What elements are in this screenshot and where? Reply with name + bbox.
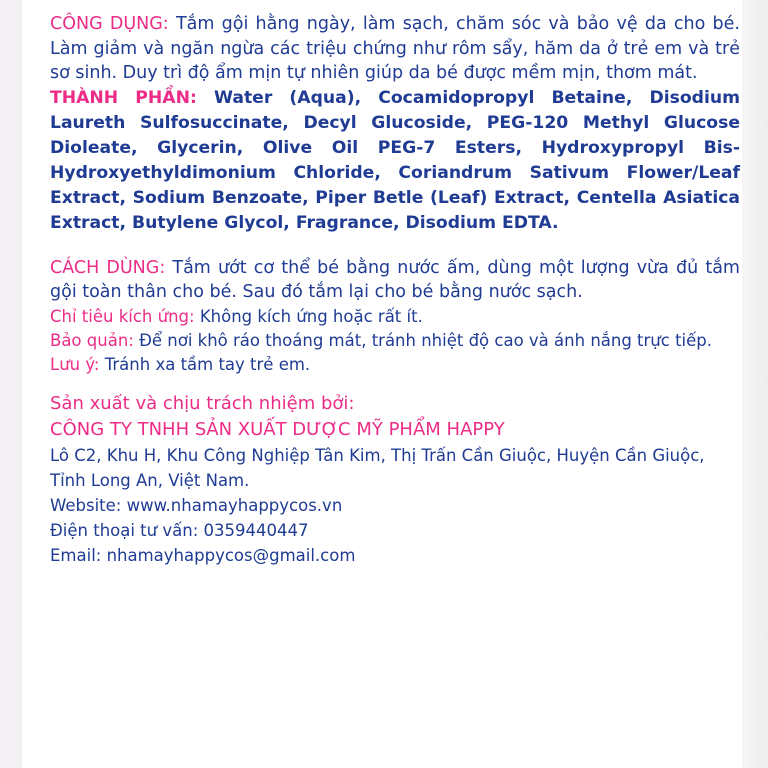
- manufacturer-address: Lô C2, Khu H, Khu Công Nghiệp Tân Kim, Thị Trấn Cần Giuộc, Huyện Cần Giuộc, Tỉnh Long An, Việt Nam.: [50, 445, 705, 490]
- manufacturer-phone: Điện thoại tư vấn: 0359440447: [50, 520, 309, 540]
- manufacturer-company: CÔNG TY TNHH SẢN XUẤT DƯỢC MỸ PHẨM HAPPY: [50, 418, 505, 440]
- irritation-text: Không kích ứng hoặc rất ít.: [199, 306, 423, 326]
- ingredients-heading: THÀNH PHẦN:: [50, 87, 197, 108]
- storage-heading: Bảo quản:: [50, 330, 134, 350]
- label-edge: [742, 0, 768, 768]
- uses-heading: CÔNG DỤNG:: [50, 14, 169, 34]
- ingredients-section: [50, 86, 740, 236]
- note-heading: Lưu ý:: [50, 354, 100, 374]
- storage-text: Để nơi khô ráo thoáng mát, tránh nhiệt độ cao và ánh nắng trực tiếp.: [139, 330, 713, 350]
- irritation-heading: Chỉ tiêu kích ứng:: [50, 306, 195, 326]
- manufacturer-website: Website: www.nhamayhappycos.vn: [50, 495, 343, 515]
- manufacturer-intro: Sản xuất và chịu trách nhiệm bởi:: [50, 392, 355, 414]
- storage-line: [50, 329, 740, 353]
- manufacturer-email: Email: nhamayhappycos@gmail.com: [50, 545, 356, 565]
- note-line: [50, 353, 740, 377]
- label-content: [50, 12, 740, 568]
- uses-section: [50, 12, 740, 86]
- directions-section: [50, 256, 740, 305]
- irritation-line: [50, 305, 740, 329]
- note-text: Tránh xa tầm tay trẻ em.: [104, 354, 311, 374]
- ingredients-text: Water (Aqua), Cocamidopropyl Betaine, Disodium Laureth Sulfosuccinate, Decyl Glucoside, PEG-120 Methyl Glucose Dioleate, Glycerin, Olive Oil PEG-7 Esters, Hydroxypropyl Bis-Hydroxyethyldimonium Chloride, Coriandrum Sativum Flower/Leaf Extract, Sodium Benzoate, Piper Betle (Leaf) Extract, Centella Asiatica Extract, Butylene Glycol, Fragrance, Disodium EDTA.: [50, 87, 741, 233]
- manufacturer-block: [50, 391, 740, 568]
- product-label: [22, 0, 742, 768]
- uses-text: Tắm gội hằng ngày, làm sạch, chăm sóc và bảo vệ da cho bé. Làm giảm và ngăn ngừa các triệu chứng như rôm sẩy, hăm da ở trẻ em và trẻ sơ sinh. Duy trì độ ẩm mịn tự nhiên giúp da bé được mềm mịn, thơm mát.: [50, 14, 740, 83]
- directions-heading: CÁCH DÙNG:: [50, 257, 166, 278]
- directions-text: Tắm ướt cơ thể bé bằng nước ấm, dùng một lượng vừa đủ tắm gội toàn thân cho bé. Sau đó tắm lại cho bé bằng nước sạch.: [50, 257, 740, 302]
